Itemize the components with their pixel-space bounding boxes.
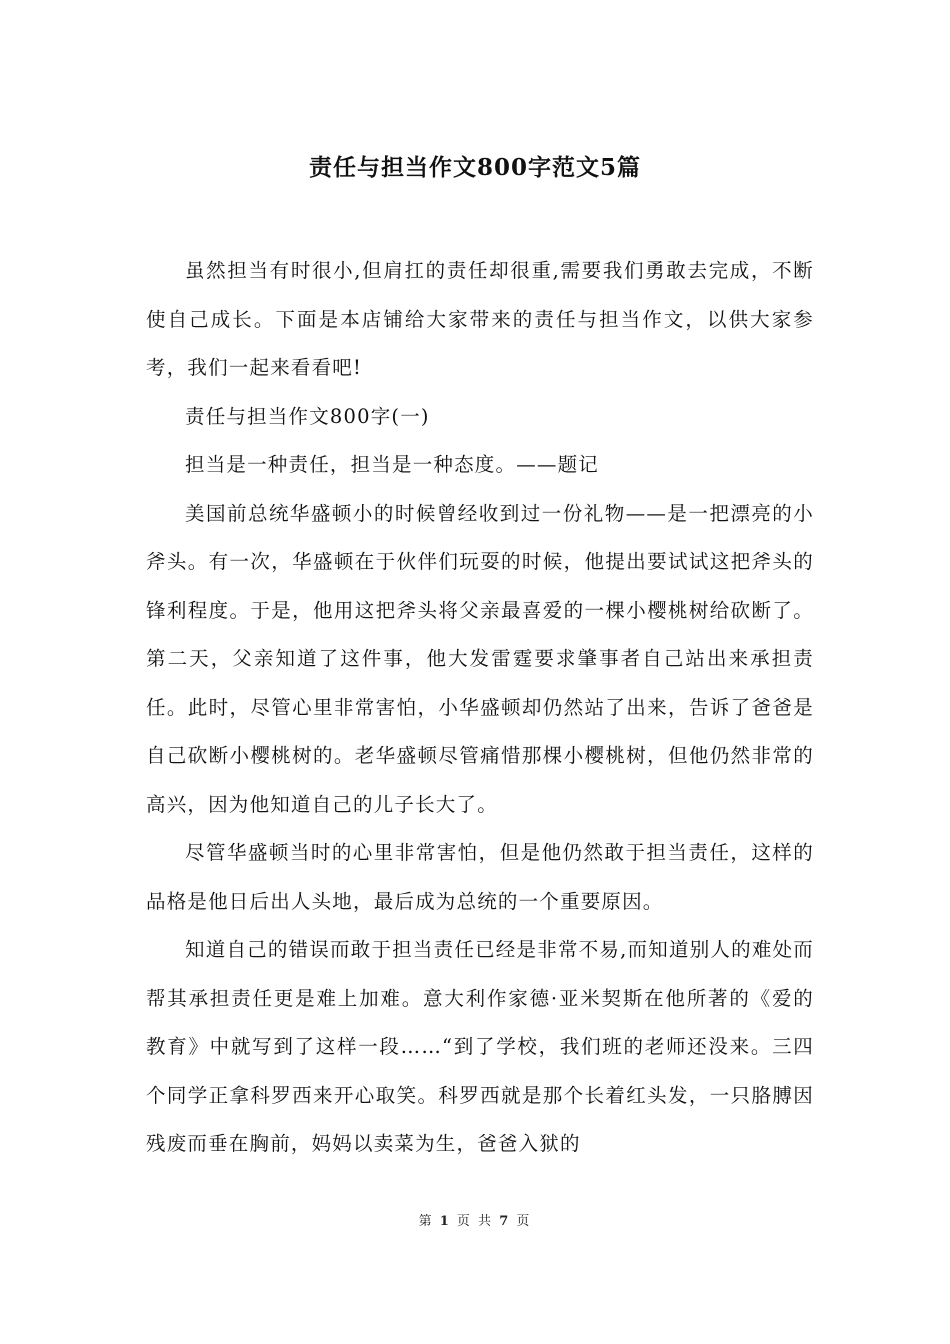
footer-current-page: 1 [439,1214,451,1229]
footer-prefix: 第 [418,1214,434,1229]
epigraph-paragraph: 担当是一种责任，担当是一种态度。——题记 [185,453,600,476]
footer-total-pages: 7 [499,1214,511,1229]
page-number-footer [0,1212,950,1232]
footer-suffix: 页 [516,1214,532,1229]
document-title: 责任与担当作文800字范文5篇 [308,154,641,181]
footer-middle: 页 共 [456,1214,494,1229]
document-body [146,247,814,1169]
body-paragraph: 美国前总统华盛顿小的时候曾经收到过一份礼物——是一把漂亮的小斧头。有一次，华盛顿在于伙伴们玩耍的时候，他提出要试试这把斧头的锋利程度。于是，他用这把斧头将父亲最喜爱的一棵小樱桃树给砍断了。第二天，父亲知道了这件事，他大发雷霆要求肇事者自己站出来承担责任。此时，尽管心里非常害怕，小华盛顿却仍然站了出来，告诉了爸爸是自己砍断小樱桃树的。老华盛顿尽管痛惜那棵小樱桃树，但他仍然非常的高兴，因为他知道自己的儿子长大了。 [146,501,814,816]
intro-paragraph: 虽然担当有时很小,但肩扛的责任却很重,需要我们勇敢去完成，不断使自己成长。下面是本店铺给大家带来的责任与担当作文，以供大家参考，我们一起来看看吧! [146,259,814,379]
body-paragraph: 知道自己的错误而敢于担当责任已经是非常不易,而知道别人的难处而帮其承担责任更是难上加难。意大利作家德·亚米契斯在他所著的《爱的教育》中就写到了这样一段……“到了学校，我们班的老师还没来。三四个同学正拿科罗西来开心取笑。科罗西就是那个长着红头发，一只胳膊因残废而垂在胸前，妈妈以卖菜为生，爸爸入狱的 [146,938,814,1155]
section-heading: 责任与担当作文800字(一) [185,404,430,428]
body-paragraph: 尽管华盛顿当时的心里非常害怕，但是他仍然敢于担当责任，这样的品格是他日后出人头地，最后成为总统的一个重要原因。 [146,841,814,913]
